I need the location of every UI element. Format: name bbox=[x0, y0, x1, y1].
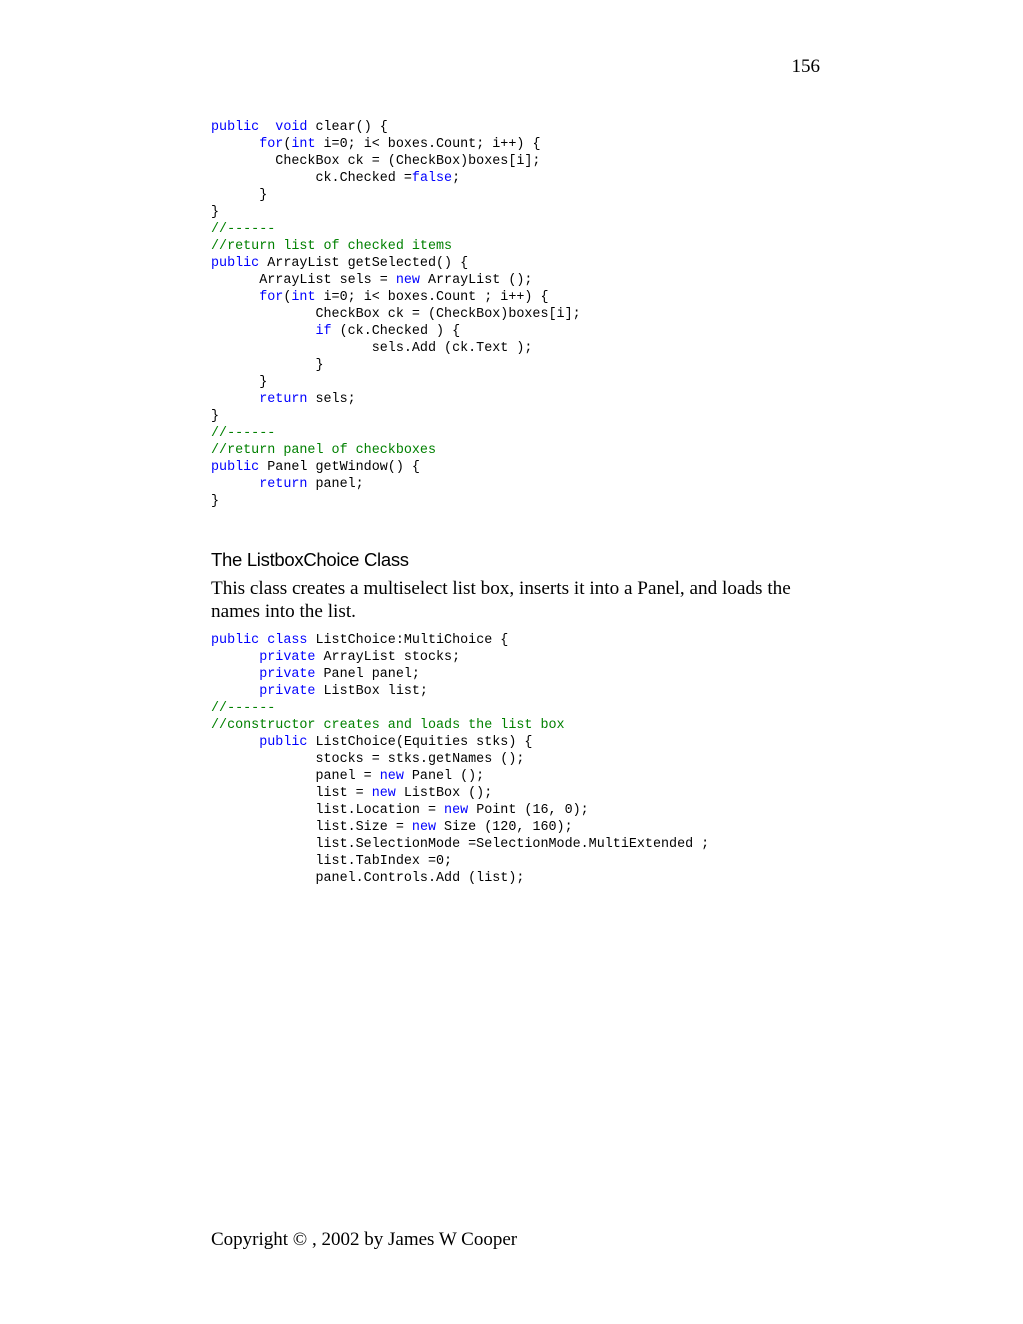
code-line bbox=[211, 289, 581, 306]
code-line bbox=[211, 442, 581, 459]
code-line bbox=[211, 187, 581, 204]
code-line bbox=[211, 425, 581, 442]
code-text: CheckBox ck = (CheckBox)boxes[i]; bbox=[211, 154, 541, 169]
code-keyword: int bbox=[291, 137, 316, 152]
code-keyword: new bbox=[395, 273, 420, 288]
code-text: } bbox=[211, 409, 220, 424]
code-text bbox=[211, 650, 259, 665]
code-line bbox=[211, 734, 709, 751]
code-text: ArrayList stocks; bbox=[315, 650, 461, 665]
code-line bbox=[211, 459, 581, 476]
code-keyword: public bbox=[211, 120, 260, 135]
code-keyword: new bbox=[444, 803, 469, 818]
code-text bbox=[211, 392, 259, 407]
code-text: ListBox (); bbox=[395, 786, 493, 801]
code-line bbox=[211, 785, 709, 802]
code-text: ; bbox=[452, 171, 461, 186]
code-comment: //constructor creates and loads the list box bbox=[211, 718, 565, 733]
code-block-checkbox-methods bbox=[211, 119, 581, 510]
code-text: ListChoice(Equities stks) { bbox=[307, 735, 533, 750]
code-text: Size (120, 160); bbox=[436, 820, 573, 835]
code-text: (ck.Checked ) { bbox=[331, 324, 461, 339]
code-line bbox=[211, 204, 581, 221]
code-text: ArrayList sels = bbox=[211, 273, 396, 288]
code-text: list.Size = bbox=[211, 820, 412, 835]
code-text bbox=[211, 735, 259, 750]
code-text: CheckBox ck = (CheckBox)boxes[i]; bbox=[211, 307, 581, 322]
page-number: 156 bbox=[791, 56, 820, 77]
code-keyword: new bbox=[371, 786, 396, 801]
code-text: list.SelectionMode =SelectionMode.MultiExtended ; bbox=[211, 837, 710, 852]
code-text: panel; bbox=[307, 477, 364, 492]
code-text: } bbox=[211, 494, 220, 509]
code-text: clear() { bbox=[307, 120, 388, 135]
code-line bbox=[211, 666, 709, 683]
code-keyword: return bbox=[259, 477, 308, 492]
code-text: ( bbox=[283, 290, 292, 305]
code-keyword: private bbox=[259, 667, 316, 682]
code-text bbox=[211, 667, 259, 682]
code-text: ck.Checked = bbox=[211, 171, 412, 186]
code-keyword: new bbox=[379, 769, 404, 784]
code-text bbox=[211, 290, 259, 305]
code-text: list = bbox=[211, 786, 372, 801]
code-text: } bbox=[211, 375, 268, 390]
code-comment: //return panel of checkboxes bbox=[211, 443, 436, 458]
code-comment: //return list of checked items bbox=[211, 239, 453, 254]
code-line bbox=[211, 221, 581, 238]
code-text: ArrayList (); bbox=[419, 273, 533, 288]
code-line bbox=[211, 272, 581, 289]
code-text: } bbox=[211, 188, 268, 203]
code-text: panel.Controls.Add (list); bbox=[211, 871, 525, 886]
code-text: } bbox=[211, 358, 324, 373]
code-keyword: for bbox=[259, 137, 284, 152]
code-line bbox=[211, 683, 709, 700]
code-keyword: public bbox=[259, 735, 308, 750]
code-text: sels; bbox=[307, 392, 356, 407]
footer-copyright: Copyright © , 2002 by James W Cooper bbox=[211, 1229, 518, 1250]
code-block-listchoice-class bbox=[211, 632, 709, 887]
code-line bbox=[211, 476, 581, 493]
code-line bbox=[211, 153, 581, 170]
code-text bbox=[211, 684, 259, 699]
code-keyword: public bbox=[211, 256, 260, 271]
code-text: Panel getWindow() { bbox=[259, 460, 420, 475]
code-line bbox=[211, 136, 581, 153]
code-text: Panel panel; bbox=[315, 667, 420, 682]
code-keyword: private bbox=[259, 684, 316, 699]
code-line bbox=[211, 238, 581, 255]
code-text: } bbox=[211, 205, 220, 220]
code-line bbox=[211, 340, 581, 357]
code-text: Panel (); bbox=[403, 769, 485, 784]
code-comment: //------ bbox=[211, 701, 276, 716]
code-line bbox=[211, 751, 709, 768]
code-line bbox=[211, 853, 709, 870]
code-keyword: class bbox=[267, 633, 308, 648]
code-text: list.Location = bbox=[211, 803, 445, 818]
code-text bbox=[259, 120, 275, 135]
code-line bbox=[211, 632, 709, 649]
code-line bbox=[211, 374, 581, 391]
code-line bbox=[211, 870, 709, 887]
code-line bbox=[211, 323, 581, 340]
code-text: stocks = stks.getNames (); bbox=[211, 752, 525, 767]
code-text bbox=[211, 137, 259, 152]
code-comment: //------ bbox=[211, 222, 276, 237]
code-line bbox=[211, 768, 709, 785]
code-line bbox=[211, 408, 581, 425]
code-line bbox=[211, 170, 581, 187]
code-text: sels.Add (ck.Text ); bbox=[211, 341, 533, 356]
code-text: i=0; i< boxes.Count ; i++) { bbox=[315, 290, 549, 305]
code-keyword: for bbox=[259, 290, 284, 305]
code-line bbox=[211, 717, 709, 734]
code-line bbox=[211, 649, 709, 666]
code-keyword: return bbox=[259, 392, 308, 407]
code-line bbox=[211, 306, 581, 323]
code-line bbox=[211, 357, 581, 374]
code-text: Point (16, 0); bbox=[468, 803, 589, 818]
code-text: ListBox list; bbox=[315, 684, 428, 699]
code-text: panel = bbox=[211, 769, 380, 784]
code-keyword: int bbox=[291, 290, 316, 305]
code-keyword: void bbox=[275, 120, 308, 135]
code-line bbox=[211, 493, 581, 510]
section-heading: The ListboxChoice Class bbox=[211, 549, 409, 570]
code-text bbox=[211, 324, 315, 339]
section-body-text: This class creates a multiselect list box, inserts it into a Panel, and loads the names into the list. bbox=[211, 578, 791, 622]
code-keyword: public bbox=[211, 460, 260, 475]
code-keyword: if bbox=[315, 324, 332, 339]
code-text: list.TabIndex =0; bbox=[211, 854, 453, 869]
code-comment: //------ bbox=[211, 426, 276, 441]
code-text: ( bbox=[283, 137, 292, 152]
code-keyword: new bbox=[411, 820, 437, 835]
code-text: ArrayList getSelected() { bbox=[259, 256, 469, 271]
code-line bbox=[211, 391, 581, 408]
code-line bbox=[211, 836, 709, 853]
code-keyword: public bbox=[211, 633, 260, 648]
code-line bbox=[211, 700, 709, 717]
code-line bbox=[211, 819, 709, 836]
code-line bbox=[211, 255, 581, 272]
code-text: i=0; i< boxes.Count; i++) { bbox=[315, 137, 541, 152]
code-line bbox=[211, 119, 581, 136]
code-keyword: private bbox=[259, 650, 316, 665]
code-text bbox=[211, 477, 259, 492]
code-keyword: false bbox=[411, 171, 453, 186]
code-line bbox=[211, 802, 709, 819]
code-text: ListChoice:MultiChoice { bbox=[307, 633, 509, 648]
